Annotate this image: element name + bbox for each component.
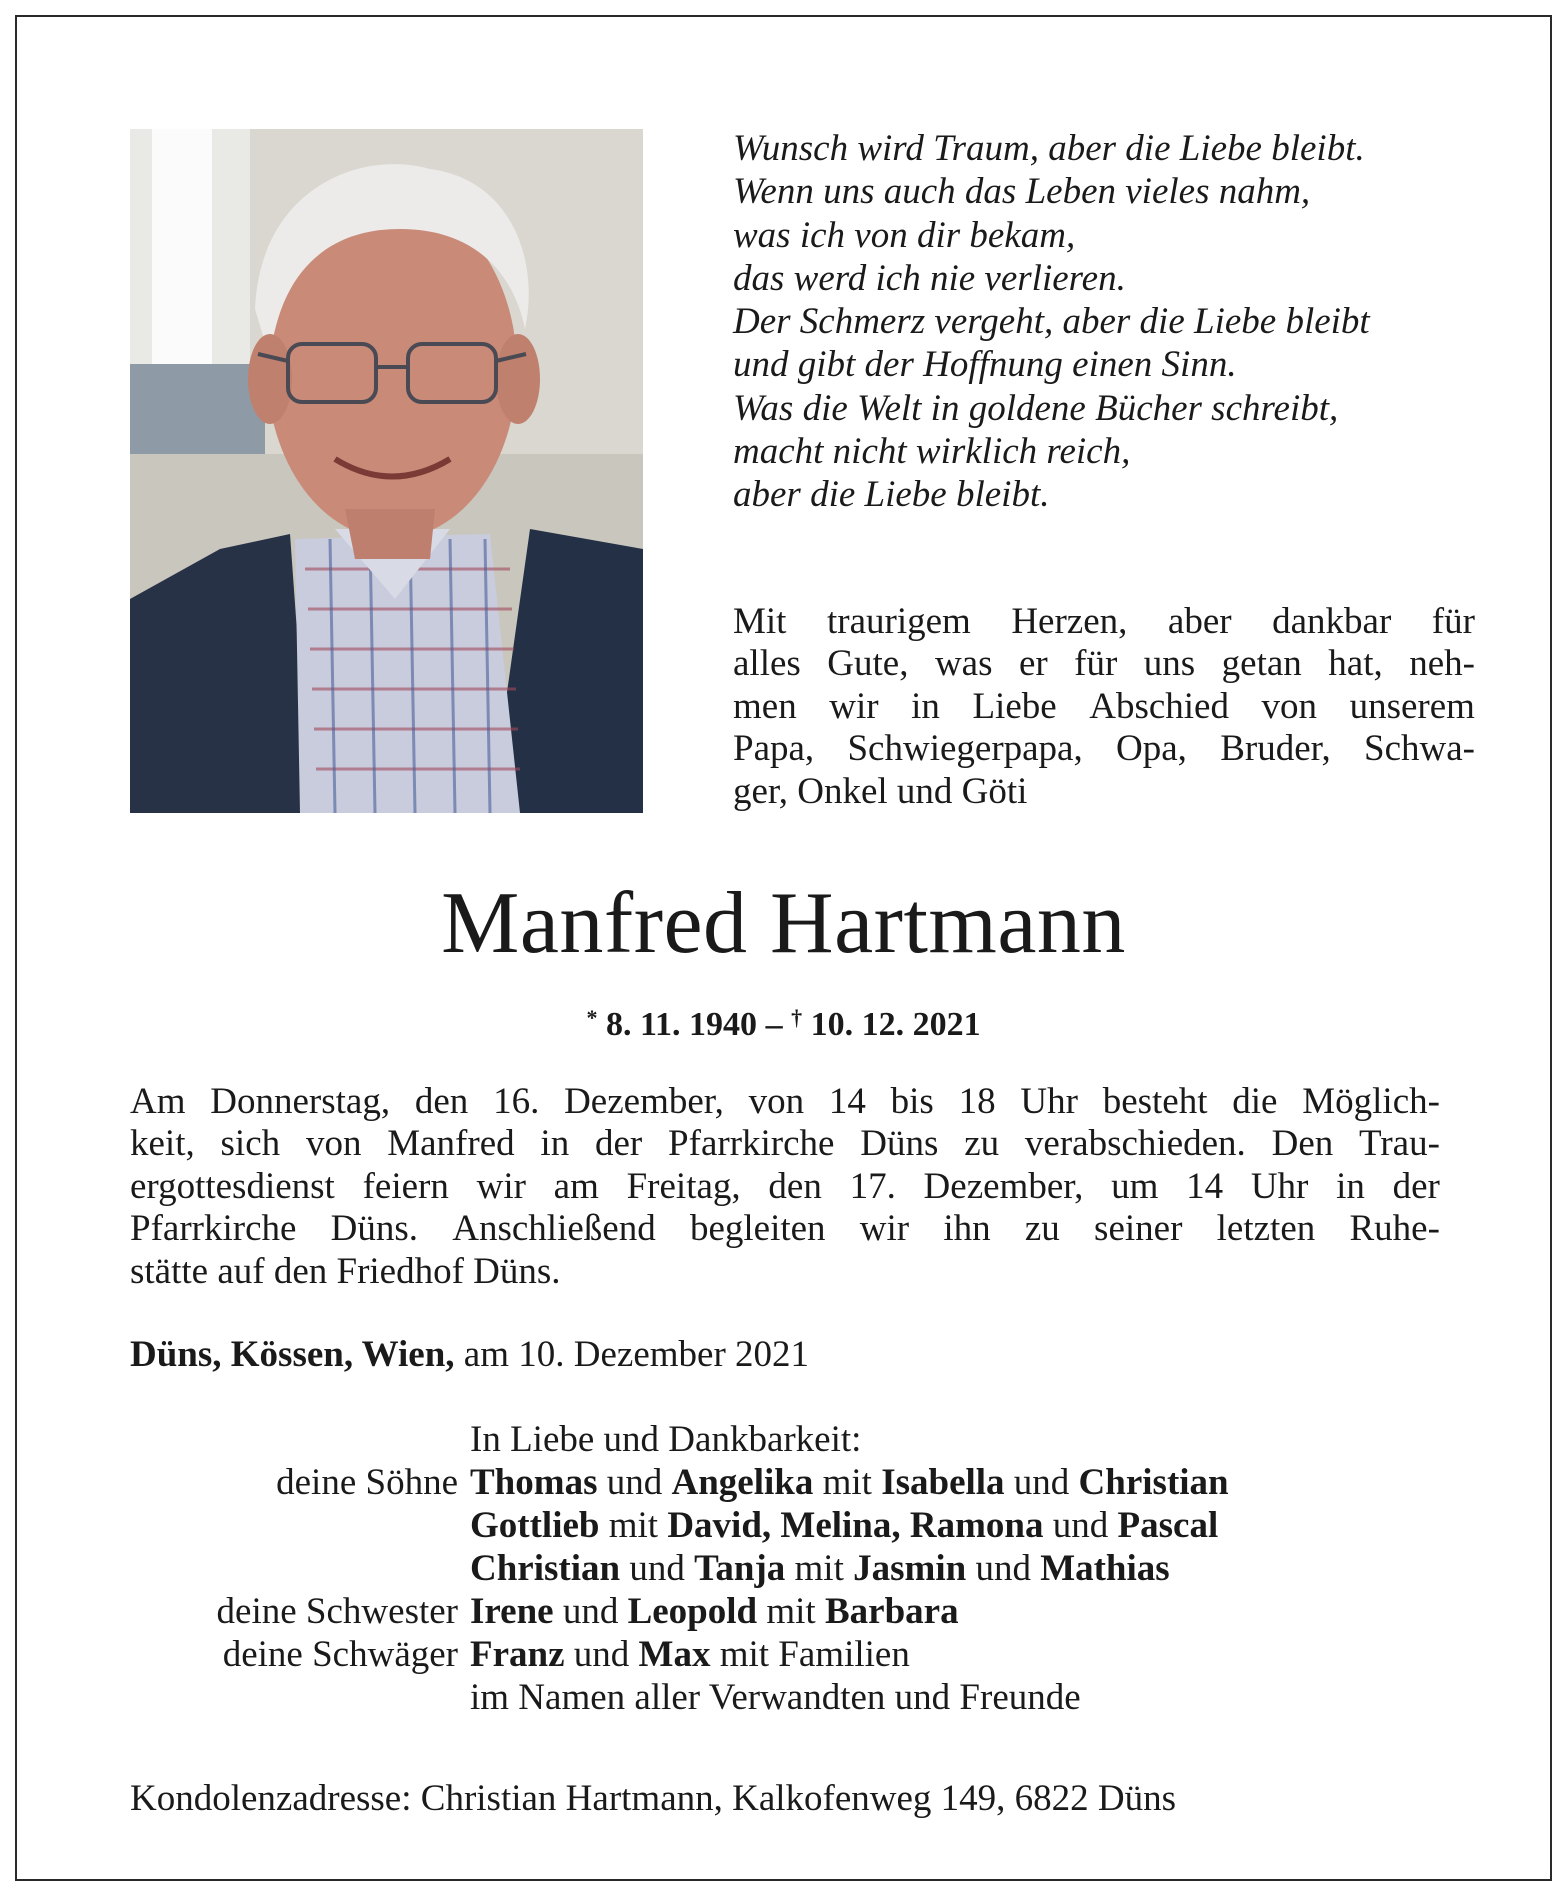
signer-name: Mathias bbox=[1040, 1548, 1170, 1589]
word: uns bbox=[1143, 643, 1196, 685]
word: bis bbox=[890, 1081, 934, 1122]
word: von bbox=[748, 1081, 805, 1122]
body-line bbox=[130, 1208, 1440, 1250]
word: Am bbox=[130, 1081, 186, 1122]
signer-name: Max bbox=[638, 1634, 711, 1675]
signer-name: Christian bbox=[1078, 1462, 1229, 1503]
word: in bbox=[540, 1123, 570, 1165]
signer-connector: und bbox=[1004, 1462, 1079, 1503]
birth-date: 8. 11. 1940 bbox=[605, 1006, 758, 1043]
word: dankbar bbox=[1272, 601, 1392, 642]
word: Schwa- bbox=[1364, 728, 1475, 770]
signer-relation: deine Schwäger bbox=[222, 1634, 458, 1675]
portrait-photo bbox=[130, 129, 643, 813]
word: 14 bbox=[1186, 1165, 1224, 1207]
word: 16. bbox=[493, 1081, 540, 1122]
word: den bbox=[768, 1165, 822, 1207]
word: zu bbox=[964, 1123, 1000, 1165]
word: in bbox=[911, 685, 940, 727]
signer-connector: und bbox=[597, 1462, 672, 1503]
signer-relation: deine Söhne bbox=[276, 1462, 458, 1503]
signer-connector: mit Familien bbox=[710, 1634, 910, 1675]
word: wir bbox=[829, 685, 879, 727]
signer-connector: und bbox=[553, 1591, 628, 1632]
word: der bbox=[595, 1123, 643, 1165]
word: Donnerstag, bbox=[210, 1081, 391, 1122]
death-symbol: † bbox=[791, 1005, 803, 1030]
word: ihn bbox=[943, 1208, 991, 1250]
signer-name: Irene bbox=[470, 1591, 554, 1632]
word: 18 bbox=[958, 1081, 996, 1122]
signer-names bbox=[470, 1547, 1480, 1590]
signer-row bbox=[130, 1676, 1480, 1719]
signer-rows bbox=[130, 1461, 1480, 1719]
word: am bbox=[553, 1165, 599, 1207]
word: Uhr bbox=[1250, 1165, 1309, 1207]
signer-connector: mit bbox=[757, 1591, 825, 1632]
signer-relation bbox=[130, 1504, 470, 1547]
signer-connector: und bbox=[620, 1548, 695, 1589]
signer-row bbox=[130, 1590, 1480, 1633]
body-line bbox=[130, 1081, 1440, 1123]
signer-connector: mit bbox=[813, 1462, 882, 1503]
word: zu bbox=[1024, 1208, 1060, 1250]
signer-name: Barbara bbox=[824, 1591, 959, 1632]
signer-row bbox=[130, 1547, 1480, 1590]
word: wir bbox=[476, 1165, 526, 1207]
death-date: 10. 12. 2021 bbox=[810, 1006, 981, 1043]
word: Dezember, bbox=[564, 1081, 724, 1122]
word: neh- bbox=[1409, 643, 1475, 685]
word: Uhr bbox=[1020, 1081, 1078, 1122]
birth-symbol: * bbox=[586, 1005, 598, 1030]
portrait-illustration bbox=[130, 129, 643, 813]
signer-names bbox=[470, 1633, 1480, 1676]
deceased-name: Manfred Hartmann bbox=[441, 875, 1126, 972]
word: in bbox=[1336, 1165, 1365, 1207]
signer-relation: deine Schwester bbox=[216, 1591, 458, 1632]
signer-name: Jasmin bbox=[853, 1548, 967, 1589]
word: Gute, bbox=[827, 643, 909, 685]
poem-line: Wenn uns auch das Leben vieles nahm, bbox=[733, 171, 1311, 213]
word: 14 bbox=[828, 1081, 866, 1122]
poem-line: was ich von dir bekam, bbox=[733, 214, 1076, 256]
word: wir bbox=[859, 1208, 910, 1250]
condolence-address: Kondolenzadresse: Christian Hartmann, Kalkofenweg 149, 6822 Düns bbox=[130, 1778, 1177, 1819]
word: traurigem bbox=[826, 601, 971, 642]
word: Liebe bbox=[972, 685, 1057, 727]
body-line bbox=[130, 1123, 1440, 1165]
funeral-details bbox=[130, 1081, 1440, 1293]
word: Ruhe- bbox=[1349, 1208, 1440, 1250]
word: 17. bbox=[849, 1165, 896, 1207]
word: Düns. bbox=[330, 1208, 419, 1250]
word: der bbox=[1392, 1165, 1440, 1207]
places: Düns, Kössen, Wien, bbox=[130, 1334, 455, 1375]
signer-names bbox=[470, 1461, 1480, 1504]
signer-connector: und bbox=[564, 1634, 639, 1675]
word: Möglich- bbox=[1302, 1081, 1440, 1122]
poem-line: Was die Welt in goldene Bücher schreibt, bbox=[733, 387, 1339, 429]
word: Freitag, bbox=[626, 1165, 741, 1207]
signer-name: Thomas bbox=[470, 1462, 598, 1503]
signers-block bbox=[130, 1418, 1480, 1719]
word: von bbox=[1261, 685, 1318, 727]
word: begleiten bbox=[689, 1208, 826, 1250]
word: seiner bbox=[1094, 1208, 1183, 1250]
body-line bbox=[130, 1166, 1440, 1208]
signer-row bbox=[130, 1504, 1480, 1547]
signer-connector: mit bbox=[785, 1548, 854, 1589]
word: Herzen, bbox=[1011, 601, 1128, 642]
signer-connector: mit bbox=[599, 1505, 668, 1546]
word: feiern bbox=[362, 1165, 449, 1207]
signer-name: Angelika bbox=[671, 1462, 814, 1503]
intro-line bbox=[733, 686, 1475, 728]
intro-line bbox=[733, 643, 1475, 685]
intro-line: ger, Onkel und Göti bbox=[733, 770, 1028, 812]
word: besteht bbox=[1102, 1081, 1208, 1122]
word: sich bbox=[220, 1123, 281, 1165]
word: Bruder, bbox=[1220, 728, 1331, 770]
signer-names bbox=[470, 1676, 1480, 1719]
word: letzten bbox=[1216, 1208, 1316, 1250]
word: aber bbox=[1167, 601, 1232, 642]
word: Den bbox=[1271, 1123, 1334, 1165]
word: Pfarrkirche bbox=[668, 1123, 835, 1165]
signer-name: Christian bbox=[470, 1548, 621, 1589]
word: Mit bbox=[733, 601, 787, 642]
signer-name: Tanja bbox=[694, 1548, 786, 1589]
word: Trau- bbox=[1359, 1123, 1440, 1165]
signer-name: Leopold bbox=[627, 1591, 758, 1632]
intro-paragraph bbox=[733, 601, 1475, 813]
word: Anschließend bbox=[452, 1208, 656, 1250]
word: alles bbox=[733, 643, 801, 685]
signer-names bbox=[470, 1504, 1480, 1547]
signer-connector: und bbox=[1043, 1505, 1118, 1546]
poem-line: das werd ich nie verlieren. bbox=[733, 257, 1126, 299]
word: Schwiegerpapa, bbox=[847, 728, 1083, 770]
signer-name: Pascal bbox=[1117, 1505, 1219, 1546]
word: unserem bbox=[1349, 685, 1475, 727]
word: Pfarrkirche bbox=[130, 1208, 297, 1250]
signer-connector: im Namen aller Verwandten und Freunde bbox=[470, 1677, 1081, 1718]
signers-heading-row bbox=[130, 1418, 1480, 1461]
life-dates bbox=[0, 998, 1567, 1045]
date-text: am 10. Dezember 2021 bbox=[454, 1334, 810, 1375]
word: für bbox=[1431, 601, 1475, 642]
word: Manfred bbox=[387, 1123, 515, 1165]
signer-relation bbox=[130, 1676, 470, 1719]
poem-line: Wunsch wird Traum, aber die Liebe bleibt. bbox=[733, 128, 1365, 169]
word: für bbox=[1074, 643, 1118, 685]
word: den bbox=[414, 1081, 469, 1122]
poem-block bbox=[733, 127, 1493, 517]
word: getan bbox=[1221, 643, 1302, 685]
word: um bbox=[1111, 1165, 1159, 1207]
signer-row bbox=[130, 1461, 1480, 1504]
date-separator: – bbox=[765, 1006, 783, 1043]
word: hat, bbox=[1328, 643, 1383, 685]
word: Abschied bbox=[1089, 685, 1229, 727]
word: er bbox=[1018, 643, 1048, 685]
signer-connector: und bbox=[966, 1548, 1041, 1589]
word: Opa, bbox=[1116, 728, 1187, 770]
intro-line bbox=[733, 728, 1475, 770]
poem-line: aber die Liebe bleibt. bbox=[733, 474, 1050, 516]
intro-line bbox=[733, 601, 1475, 643]
place-date bbox=[130, 1333, 809, 1376]
word: Düns bbox=[860, 1123, 939, 1165]
poem-line: macht nicht wirklich reich, bbox=[733, 431, 1131, 473]
signer-name: Gottlieb bbox=[470, 1505, 600, 1546]
signer-row bbox=[130, 1633, 1480, 1676]
signer-relation bbox=[130, 1547, 470, 1590]
poem-line: und gibt der Hoffnung einen Sinn. bbox=[733, 344, 1237, 386]
word: was bbox=[934, 643, 993, 685]
signer-names bbox=[470, 1590, 1480, 1633]
word: men bbox=[733, 685, 797, 727]
signer-name: Franz bbox=[470, 1634, 565, 1675]
poem-line: Der Schmerz vergeht, aber die Liebe bleibt bbox=[733, 301, 1370, 343]
word: keit, bbox=[130, 1123, 195, 1165]
signer-name: Isabella bbox=[881, 1462, 1005, 1503]
signers-heading: In Liebe und Dankbarkeit: bbox=[470, 1419, 862, 1460]
word: verabschieden. bbox=[1024, 1123, 1246, 1165]
word: ergottesdienst bbox=[130, 1165, 335, 1207]
word: Dezember, bbox=[923, 1165, 1084, 1207]
signer-name: David, Melina, Ramona bbox=[667, 1505, 1044, 1546]
word: Papa, bbox=[733, 728, 815, 770]
word: von bbox=[305, 1123, 362, 1165]
body-line: stätte auf den Friedhof Düns. bbox=[130, 1250, 561, 1292]
word: die bbox=[1232, 1081, 1278, 1122]
